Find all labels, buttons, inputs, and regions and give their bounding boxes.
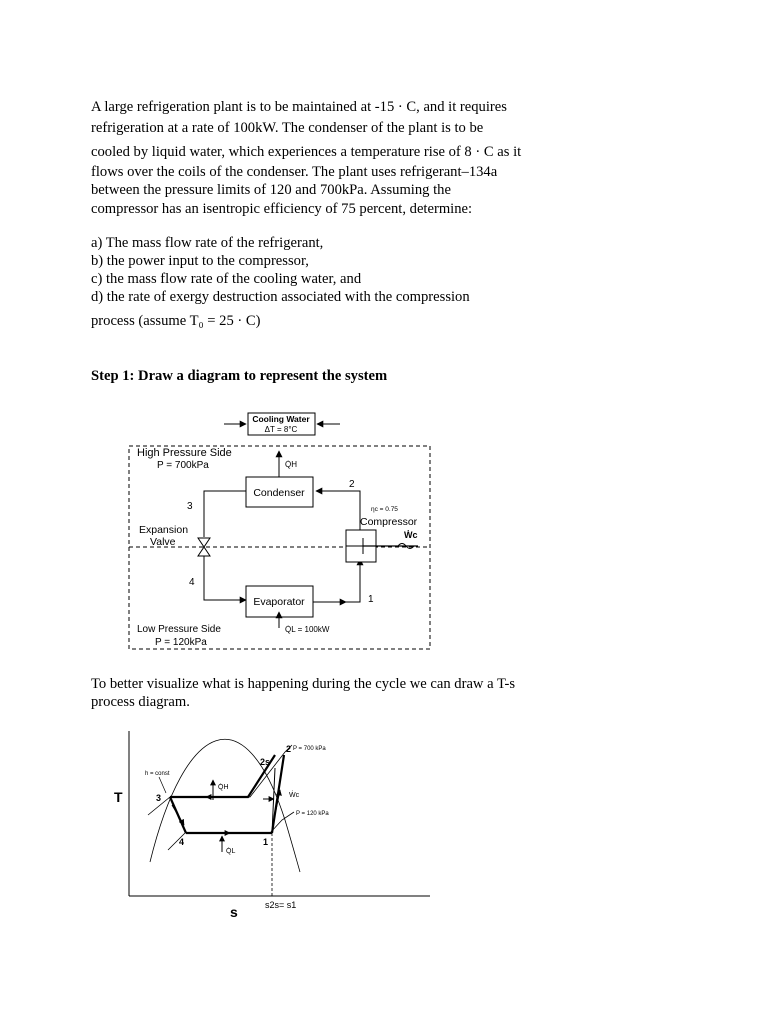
high-isobar xyxy=(148,745,292,815)
condenser-label: Condenser xyxy=(253,487,305,499)
ts-wc-label: Ẇc xyxy=(289,792,300,799)
evaporator-label: Evaporator xyxy=(253,596,305,608)
ts-state-3: 3 xyxy=(156,793,162,803)
ts-state-2s: 2s xyxy=(260,757,271,767)
low-side-pressure: P = 120kPa xyxy=(155,637,207,648)
high-side-title: High Pressure Side xyxy=(137,447,232,459)
ts-qh-label: Q̇H xyxy=(218,784,229,791)
expansion-label-1: Expansion xyxy=(139,524,189,536)
ql-label: Q̇L = 100kW xyxy=(285,625,330,634)
state-3-label: 3 xyxy=(187,501,193,512)
problem-line-3: cooled by liquid water, which experiences a temperature rise of 8 · C as it xyxy=(91,144,522,160)
ts-p-low: P = 120 kPa xyxy=(296,811,329,817)
question-c: c) the mass flow rate of the cooling water, and xyxy=(91,271,362,287)
step1-heading: Step 1: Draw a diagram to represent the system xyxy=(91,368,388,384)
ts-s-equal: s2s= s1 xyxy=(265,900,297,910)
question-b: b) the power input to the compressor, xyxy=(91,253,309,269)
wc-label: Ẇc xyxy=(404,530,418,540)
state-2-label: 2 xyxy=(349,479,355,490)
question-a: a) The mass flow rate of the refrigerant, xyxy=(91,235,324,251)
ts-state-2: 2 xyxy=(286,744,292,754)
efficiency-label: ηc = 0.75 xyxy=(371,506,398,513)
state-4-label: 4 xyxy=(189,577,195,588)
problem-line-5: between the pressure limits of 120 and 700kPa. Assuming the xyxy=(91,182,451,198)
compressor-label: Compressor xyxy=(360,516,418,528)
high-side-pressure: P = 700kPa xyxy=(157,460,209,471)
ts-ql-label: Q̇L xyxy=(226,848,236,855)
question-d: d) the rate of exergy destruction associated with the compression xyxy=(91,289,470,305)
qh-label: Q̇H xyxy=(285,460,297,469)
low-side-title: Low Pressure Side xyxy=(137,624,221,635)
state-1-label: 1 xyxy=(368,594,374,605)
ts-p-high: P = 700 kPa xyxy=(293,746,326,752)
problem-line-4: flows over the coils of the condenser. The plant uses refrigerant–134a xyxy=(91,164,498,180)
expansion-label-2: Valve xyxy=(150,536,176,548)
problem-line-6: compressor has an isentropic efficiency of 75 percent, determine: xyxy=(91,201,473,217)
ts-state-4: 4 xyxy=(179,837,185,847)
ts-h-const: h = const xyxy=(145,771,170,777)
intro-line-2: process diagram. xyxy=(91,694,190,710)
assumption-line: process (assume T₀ = 25 · C) xyxy=(91,313,261,329)
cooling-water-dt: ΔT = 8°C xyxy=(264,425,298,434)
intro-line-1: To better visualize what is happening during the cycle we can draw a T-s xyxy=(91,676,516,692)
ts-y-label: T xyxy=(114,789,123,805)
ts-state-1: 1 xyxy=(263,837,269,847)
cooling-water-title: Cooling Water xyxy=(252,414,310,424)
problem-line-1: A large refrigeration plant is to be maintained at -15 · C, and it requires xyxy=(91,99,507,115)
ts-x-label: s xyxy=(230,904,238,920)
problem-line-2: refrigeration at a rate of 100kW. The condenser of the plant is to be xyxy=(91,120,484,136)
